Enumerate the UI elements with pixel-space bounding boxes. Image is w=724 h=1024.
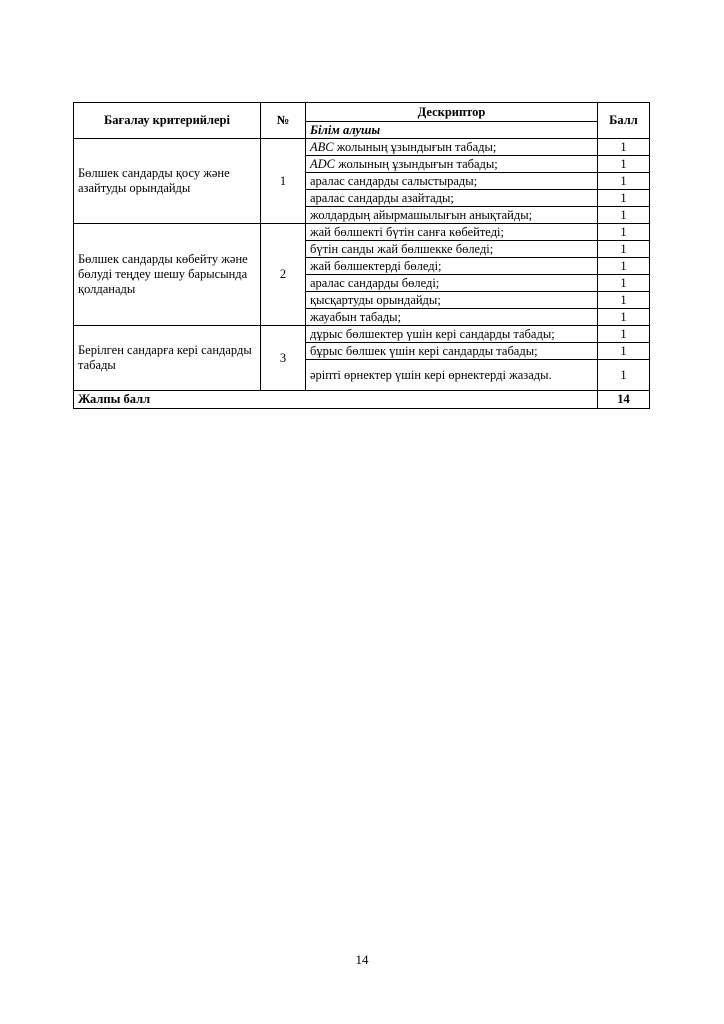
criterion-cell: Бөлшек сандарды қосу және азайтуды орындайды bbox=[74, 139, 261, 224]
descriptor-text: әріпті өрнектер үшін кері өрнектерді жазады. bbox=[310, 367, 552, 382]
descriptor-text: дұрыс бөлшектер үшін кері сандарды табады; bbox=[310, 326, 555, 341]
descriptor-cell bbox=[306, 207, 598, 224]
criterion-number: 1 bbox=[261, 139, 306, 224]
descriptor-variable: ADC bbox=[310, 156, 335, 171]
descriptor-score: 1 bbox=[598, 207, 650, 224]
descriptor-text: жай бөлшекті бүтін санға көбейтеді; bbox=[310, 224, 504, 239]
descriptor-text: жолының ұзындығын табады; bbox=[335, 156, 498, 171]
descriptor-text: жауабын табады; bbox=[310, 309, 402, 324]
table-row bbox=[74, 139, 650, 156]
descriptor-text: бұрыс бөлшек үшін кері сандарды табады; bbox=[310, 343, 538, 358]
table-row bbox=[74, 326, 650, 343]
descriptor-cell bbox=[306, 292, 598, 309]
criterion-cell: Бөлшек сандарды көбейту және бөлуді теңдеу шешу барысында қолданады bbox=[74, 224, 261, 326]
descriptor-score: 1 bbox=[598, 258, 650, 275]
descriptor-cell bbox=[306, 224, 598, 241]
descriptor-cell bbox=[306, 139, 598, 156]
descriptor-text: қысқартуды орындайды; bbox=[310, 292, 441, 307]
assessment-rubric-table bbox=[73, 102, 650, 409]
descriptor-text: аралас сандарды бөледі; bbox=[310, 275, 440, 290]
descriptor-cell bbox=[306, 360, 598, 391]
criterion-cell: Берілген сандарға кері сандарды табады bbox=[74, 326, 261, 391]
descriptor-cell bbox=[306, 309, 598, 326]
descriptor-text: аралас сандарды азайтады; bbox=[310, 190, 454, 205]
descriptor-score: 1 bbox=[598, 360, 650, 391]
table-row bbox=[74, 224, 650, 241]
descriptor-score: 1 bbox=[598, 326, 650, 343]
header-score: Балл bbox=[598, 103, 650, 139]
header-number: № bbox=[261, 103, 306, 139]
descriptor-variable: ABC bbox=[310, 139, 334, 154]
descriptor-text: бүтін санды жай бөлшекке бөледі; bbox=[310, 241, 494, 256]
descriptor-cell bbox=[306, 258, 598, 275]
descriptor-score: 1 bbox=[598, 224, 650, 241]
descriptor-cell bbox=[306, 326, 598, 343]
descriptor-score: 1 bbox=[598, 292, 650, 309]
descriptor-score: 1 bbox=[598, 173, 650, 190]
descriptor-score: 1 bbox=[598, 343, 650, 360]
descriptor-cell bbox=[306, 241, 598, 258]
total-row bbox=[74, 391, 650, 409]
descriptor-text: аралас сандарды салыстырады; bbox=[310, 173, 478, 188]
descriptor-cell bbox=[306, 173, 598, 190]
total-score: 14 bbox=[598, 391, 650, 409]
header-row bbox=[74, 103, 650, 122]
descriptor-cell bbox=[306, 156, 598, 173]
criterion-number: 3 bbox=[261, 326, 306, 391]
criterion-number: 2 bbox=[261, 224, 306, 326]
header-descriptor: Дескриптор bbox=[306, 103, 598, 122]
subheader-student: Білім алушы bbox=[306, 122, 598, 139]
descriptor-text: жолының ұзындығын табады; bbox=[333, 139, 497, 154]
total-label: Жалпы балл bbox=[74, 391, 598, 409]
descriptor-score: 1 bbox=[598, 156, 650, 173]
page-number: 14 bbox=[355, 952, 369, 967]
descriptor-score: 1 bbox=[598, 139, 650, 156]
descriptor-text: жолдардың айырмашылығын анықтайды; bbox=[310, 207, 533, 222]
descriptor-cell bbox=[306, 190, 598, 207]
descriptor-score: 1 bbox=[598, 241, 650, 258]
descriptor-score: 1 bbox=[598, 309, 650, 326]
descriptor-cell bbox=[306, 343, 598, 360]
descriptor-score: 1 bbox=[598, 275, 650, 292]
descriptor-text: жай бөлшектерді бөледі; bbox=[310, 258, 442, 273]
header-criteria: Бағалау критерийлері bbox=[74, 103, 261, 139]
descriptor-score: 1 bbox=[598, 190, 650, 207]
descriptor-cell bbox=[306, 275, 598, 292]
